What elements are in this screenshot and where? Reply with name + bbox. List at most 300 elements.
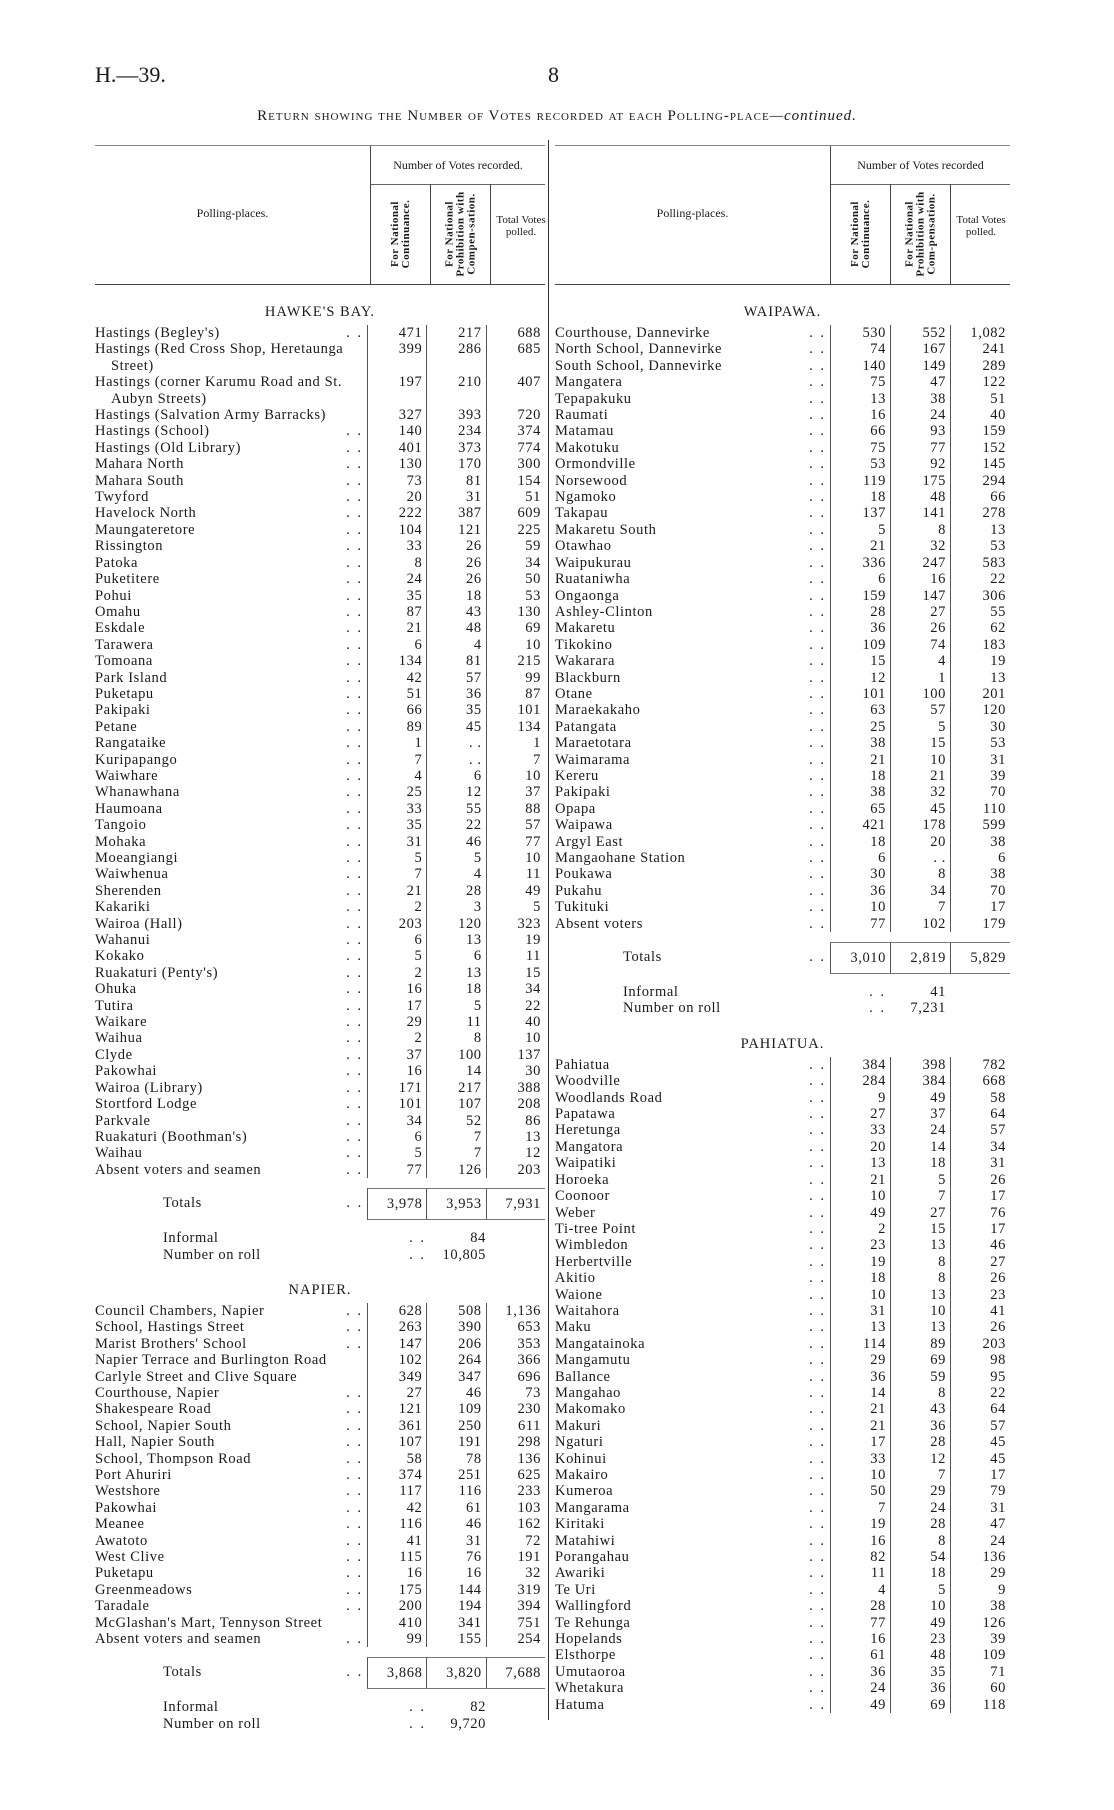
- prohibition-votes: 10: [890, 752, 950, 768]
- prohibition-votes: 13: [890, 1287, 950, 1303]
- continuance-votes: 21: [830, 1401, 890, 1417]
- continuance-votes: 13: [830, 1319, 890, 1335]
- place-name-text: Whanawhana: [95, 784, 180, 801]
- dot-leader: . .: [809, 866, 826, 883]
- place-name: [555, 1073, 830, 1089]
- place-name: [555, 637, 830, 653]
- informal-row-label-text: Informal: [163, 1230, 219, 1247]
- header-col3-label: Total Votes polled.: [496, 214, 546, 238]
- continuance-votes: 130: [367, 456, 426, 472]
- place-name: [95, 1615, 367, 1631]
- place-name: [95, 456, 367, 472]
- continuance-votes: 471: [367, 325, 426, 341]
- prohibition-votes: 373: [426, 440, 485, 456]
- table-row: [95, 489, 545, 505]
- place-name-text: Makomako: [555, 1401, 626, 1418]
- place-name: [555, 1122, 830, 1138]
- total-votes: 126: [950, 1615, 1010, 1631]
- total-votes: 79: [950, 1483, 1010, 1499]
- total-votes: 59: [486, 538, 545, 554]
- place-name-text: Sherenden: [95, 882, 162, 899]
- place-name: [555, 1369, 830, 1385]
- table-row: [555, 456, 1010, 472]
- table-row: [555, 1598, 1010, 1614]
- continuance-votes: 263: [367, 1319, 426, 1335]
- table-row: [95, 1047, 545, 1063]
- place-name-text: Wairoa (Hall): [95, 915, 183, 932]
- place-name: [555, 1336, 830, 1352]
- prohibition-votes: 28: [890, 1434, 950, 1450]
- place-name: [555, 1483, 830, 1499]
- continuance-votes: 159: [830, 588, 890, 604]
- place-name-text: Hall, Napier South: [95, 1434, 215, 1451]
- total-votes: 1,082: [950, 325, 1010, 341]
- total-votes: 306: [950, 588, 1010, 604]
- prohibition-votes: 7: [426, 1145, 485, 1161]
- prohibition-votes: . .: [426, 735, 485, 751]
- continuance-votes: 58: [367, 1451, 426, 1467]
- table-row: [555, 719, 1010, 735]
- prohibition-votes: 100: [426, 1047, 485, 1063]
- dot-leader: . .: [346, 1096, 364, 1113]
- table-row: [555, 1073, 1010, 1089]
- continuance-votes: 87: [367, 604, 426, 620]
- dot-leader: . .: [809, 1122, 826, 1139]
- place-name: [555, 1303, 830, 1319]
- prohibition-votes: 100: [890, 686, 950, 702]
- prohibition-votes: 390: [426, 1319, 485, 1335]
- place-name-text: Courthouse, Dannevirke: [555, 325, 710, 341]
- table-row: [95, 686, 545, 702]
- total-votes: 407: [486, 374, 545, 407]
- place-name-text: Elsthorpe: [555, 1647, 616, 1664]
- continuance-votes: 14: [830, 1385, 890, 1401]
- continuance-votes: 121: [367, 1401, 426, 1417]
- total-votes: 374: [486, 423, 545, 439]
- table-row: [95, 752, 545, 768]
- place-name: [95, 1631, 367, 1647]
- totals-value: 5,829: [950, 942, 1010, 974]
- place-name-text: Taradale: [95, 1598, 150, 1615]
- prohibition-votes: 24: [890, 1122, 950, 1138]
- continuance-votes: 29: [830, 1352, 890, 1368]
- place-name-text: Raumati: [555, 407, 609, 424]
- continuance-votes: 349: [367, 1369, 426, 1385]
- place-name-text: Tomoana: [95, 653, 153, 670]
- number-on-roll-row-value: 7,231: [910, 1000, 946, 1017]
- continuance-votes: 66: [830, 423, 890, 439]
- prohibition-votes: . .: [426, 752, 485, 768]
- total-votes: 31: [950, 1155, 1010, 1171]
- right-table: [555, 145, 1010, 1713]
- continuance-votes: 10: [830, 1467, 890, 1483]
- table-row: [95, 604, 545, 620]
- place-name: [555, 391, 830, 407]
- place-name: [95, 1582, 367, 1598]
- table-row: [555, 1155, 1010, 1171]
- dot-leader: . .: [346, 718, 364, 735]
- total-votes: 208: [486, 1096, 545, 1112]
- total-votes: 233: [486, 1483, 545, 1499]
- table-row: [95, 1483, 545, 1499]
- prohibition-votes: 251: [426, 1467, 485, 1483]
- table-row: [555, 1237, 1010, 1253]
- total-votes: 40: [950, 407, 1010, 423]
- dot-leader: . .: [809, 1647, 826, 1664]
- table-row: [555, 1418, 1010, 1434]
- dot-leader: . .: [809, 1073, 826, 1090]
- table-row: [555, 505, 1010, 521]
- place-name: [555, 1057, 830, 1073]
- dot-leader: . .: [809, 1532, 826, 1549]
- table-row: [95, 998, 545, 1014]
- place-name: [95, 1483, 367, 1499]
- prohibition-votes: 29: [890, 1483, 950, 1499]
- place-name-text: Puketapu: [95, 685, 154, 702]
- place-name: [95, 981, 367, 997]
- total-votes: 64: [950, 1401, 1010, 1417]
- place-name-text: Awariki: [555, 1565, 606, 1582]
- dot-leader: . .: [346, 1499, 364, 1516]
- dot-leader: . .: [809, 735, 826, 752]
- dot-leader: . .: [346, 1145, 364, 1162]
- total-votes: 774: [486, 440, 545, 456]
- table-row: [95, 1401, 545, 1417]
- continuance-votes: 33: [367, 538, 426, 554]
- continuance-votes: 73: [367, 473, 426, 489]
- continuance-votes: 25: [367, 784, 426, 800]
- prohibition-votes: 170: [426, 456, 485, 472]
- place-name-text: Absent voters: [555, 915, 643, 932]
- table-row: [95, 1631, 545, 1647]
- table-row: [95, 899, 545, 915]
- total-votes: 130: [486, 604, 545, 620]
- dot-leader: . .: [346, 833, 364, 850]
- total-votes: 70: [950, 883, 1010, 899]
- place-name: [95, 670, 367, 686]
- dot-leader: . .: [809, 751, 826, 768]
- continuance-votes: 2: [367, 899, 426, 915]
- total-votes: 87: [486, 686, 545, 702]
- total-votes: 145: [950, 456, 1010, 472]
- number-on-roll-row-value: 9,720: [450, 1715, 486, 1732]
- total-votes: 72: [486, 1533, 545, 1549]
- total-votes: 7: [486, 752, 545, 768]
- prohibition-votes: 26: [890, 620, 950, 636]
- table-row: [555, 1647, 1010, 1663]
- place-name: [555, 866, 830, 882]
- prohibition-votes: 149: [890, 358, 950, 374]
- place-name: [95, 1319, 367, 1335]
- continuance-votes: 61: [830, 1647, 890, 1663]
- totals-row: [555, 942, 1010, 974]
- place-name-text: Mahara North: [95, 456, 184, 473]
- table-row: [95, 1319, 545, 1335]
- table-row: [95, 423, 545, 439]
- continuance-votes: 6: [830, 571, 890, 587]
- header-col1-label: For National Continuance.: [389, 199, 412, 269]
- prohibition-votes: . .: [890, 850, 950, 866]
- dot-leader: . .: [809, 423, 826, 440]
- table-row: [555, 391, 1010, 407]
- place-name-text: Mahara South: [95, 472, 184, 489]
- dot-leader: . .: [809, 1368, 826, 1385]
- dot-leader: . .: [346, 1664, 364, 1681]
- place-name-text: Whetakura: [555, 1680, 625, 1697]
- continuance-votes: 9: [830, 1090, 890, 1106]
- prohibition-votes: 120: [426, 916, 485, 932]
- prohibition-votes: 286: [426, 341, 485, 374]
- total-votes: 38: [950, 866, 1010, 882]
- table-row: [555, 440, 1010, 456]
- place-name-text: Waiwhenua: [95, 866, 169, 883]
- table-row: [555, 538, 1010, 554]
- table-row: [95, 883, 545, 899]
- place-name-text: Papatawa: [555, 1106, 616, 1123]
- continuance-votes: 116: [367, 1516, 426, 1532]
- table-row: [95, 1434, 545, 1450]
- total-votes: 319: [486, 1582, 545, 1598]
- table-row: [555, 571, 1010, 587]
- prohibition-votes: 92: [890, 456, 950, 472]
- number-on-roll-row-label: [555, 1000, 890, 1016]
- table-row: [95, 702, 545, 718]
- total-votes: 103: [486, 1500, 545, 1516]
- number-on-roll-row-label-text: Number on roll: [163, 1246, 261, 1263]
- place-name-text: Makotuku: [555, 439, 620, 456]
- header-col2-label: For National Prohibition with Compen-sation.: [443, 191, 478, 277]
- total-votes: 69: [486, 620, 545, 636]
- totals-row: [95, 1657, 545, 1689]
- dot-leader: . .: [809, 1581, 826, 1598]
- total-votes: 101: [486, 702, 545, 718]
- table-row: [555, 604, 1010, 620]
- continuance-votes: 16: [367, 1063, 426, 1079]
- dot-leader: . .: [809, 407, 826, 424]
- dot-leader: . .: [809, 1352, 826, 1369]
- place-name-text: Te Rehunga: [555, 1614, 631, 1631]
- place-name: [555, 1385, 830, 1401]
- page-title: [0, 108, 1114, 125]
- dot-leader: . .: [809, 1516, 826, 1533]
- place-name-text: Hastings (Begley's): [95, 325, 220, 341]
- place-name: [95, 1129, 367, 1145]
- prohibition-votes: 264: [426, 1352, 485, 1368]
- place-name-text: Pakipaki: [95, 702, 151, 719]
- table-row: [95, 916, 545, 932]
- total-votes: 13: [486, 1129, 545, 1145]
- prohibition-votes: 74: [890, 637, 950, 653]
- total-votes: 39: [950, 768, 1010, 784]
- dot-leader: . .: [346, 866, 364, 883]
- place-name-text: Hopelands: [555, 1631, 623, 1648]
- dot-leader: . .: [346, 882, 364, 899]
- place-name-text: Maku: [555, 1319, 592, 1336]
- page-number: 8: [548, 62, 559, 87]
- total-votes: 17: [950, 899, 1010, 915]
- continuance-votes: 2: [367, 1030, 426, 1046]
- place-name-text: Pohui: [95, 587, 132, 604]
- continuance-votes: 140: [830, 358, 890, 374]
- totals-label-text: Totals: [163, 1664, 202, 1681]
- table-row: [555, 916, 1010, 932]
- dot-leader: . .: [809, 882, 826, 899]
- place-name: [95, 817, 367, 833]
- dot-leader: . .: [346, 932, 364, 949]
- district-section: [555, 1035, 1010, 1713]
- dot-leader: . .: [346, 767, 364, 784]
- continuance-votes: 327: [367, 407, 426, 423]
- prohibition-votes: 78: [426, 1451, 485, 1467]
- prohibition-votes: 81: [426, 473, 485, 489]
- place-name: [555, 1451, 830, 1467]
- place-name: [555, 440, 830, 456]
- totals-value: 7,688: [486, 1657, 545, 1689]
- place-name: [555, 1664, 830, 1680]
- dot-leader: . .: [809, 1319, 826, 1336]
- prohibition-votes: 81: [426, 653, 485, 669]
- table-row: [555, 1303, 1010, 1319]
- continuance-votes: 75: [830, 374, 890, 390]
- prohibition-votes: 20: [890, 834, 950, 850]
- total-votes: 685: [486, 341, 545, 374]
- table-row: [555, 325, 1010, 341]
- place-name: [555, 883, 830, 899]
- table-row: [555, 866, 1010, 882]
- prohibition-votes: 141: [890, 505, 950, 521]
- district-section: [95, 1281, 545, 1732]
- prohibition-votes: 37: [890, 1106, 950, 1122]
- table-row: [95, 1582, 545, 1598]
- dot-leader: . .: [809, 1253, 826, 1270]
- table-row: [95, 768, 545, 784]
- header-polling-places: Polling-places.: [196, 206, 269, 220]
- continuance-votes: 104: [367, 522, 426, 538]
- continuance-votes: 18: [830, 834, 890, 850]
- header-col3: [490, 184, 551, 284]
- table-header: [95, 145, 545, 285]
- total-votes: 11: [486, 948, 545, 964]
- total-votes: 24: [950, 1533, 1010, 1549]
- place-name: [555, 456, 830, 472]
- place-name-text: Horoeka: [555, 1171, 610, 1188]
- column-divider: [548, 140, 549, 1720]
- place-name: [555, 1697, 830, 1713]
- continuance-votes: 410: [367, 1615, 426, 1631]
- prohibition-votes: 36: [426, 686, 485, 702]
- table-row: [95, 735, 545, 751]
- prohibition-votes: 28: [890, 1516, 950, 1532]
- table-row: [95, 932, 545, 948]
- totals-label: [555, 942, 830, 974]
- continuance-votes: 25: [830, 719, 890, 735]
- prohibition-votes: 26: [426, 538, 485, 554]
- dot-leader: . .: [346, 1302, 364, 1319]
- continuance-votes: 49: [830, 1205, 890, 1221]
- total-votes: 22: [950, 571, 1010, 587]
- prohibition-votes: 54: [890, 1549, 950, 1565]
- table-row: [95, 801, 545, 817]
- place-name-text: Kiritaki: [555, 1516, 605, 1533]
- total-votes: 162: [486, 1516, 545, 1532]
- continuance-votes: 41: [367, 1533, 426, 1549]
- continuance-votes: 4: [830, 1582, 890, 1598]
- dot-leader: . .: [809, 357, 826, 374]
- prohibition-votes: 116: [426, 1483, 485, 1499]
- number-on-roll-row-label: [95, 1716, 430, 1732]
- place-name: [555, 1205, 830, 1221]
- total-votes: 289: [950, 358, 1010, 374]
- continuance-votes: 82: [830, 1549, 890, 1565]
- continuance-votes: 18: [830, 1270, 890, 1286]
- place-name-text: Waitahora: [555, 1302, 620, 1319]
- prohibition-votes: 48: [890, 1647, 950, 1663]
- continuance-votes: 36: [830, 883, 890, 899]
- dot-leader: . .: [809, 702, 826, 719]
- total-votes: 13: [950, 522, 1010, 538]
- totals-value: 3,953: [426, 1188, 485, 1220]
- place-name-text: Pakowhai: [95, 1499, 157, 1516]
- continuance-votes: 19: [830, 1516, 890, 1532]
- place-name-text: Moeangiangi: [95, 850, 179, 866]
- dot-leader: . .: [809, 489, 826, 506]
- place-name-text: Puketapu: [95, 1565, 154, 1582]
- dot-leader: . .: [346, 1030, 364, 1047]
- table-row: [555, 1516, 1010, 1532]
- district-title: PAHIATUA.: [740, 1035, 825, 1052]
- prohibition-votes: 552: [890, 325, 950, 341]
- continuance-votes: 19: [830, 1254, 890, 1270]
- continuance-votes: 115: [367, 1549, 426, 1565]
- dot-leader: . .: [809, 767, 826, 784]
- place-name-text: Weber: [555, 1204, 596, 1221]
- continuance-votes: 4: [367, 768, 426, 784]
- place-name-text: Napier Terrace and Burlington Road: [95, 1352, 327, 1369]
- dot-leader: . .: [809, 1056, 826, 1073]
- dot-leader: . .: [346, 554, 364, 571]
- number-on-roll-row-label-text: Number on roll: [623, 1000, 721, 1017]
- continuance-votes: 33: [367, 801, 426, 817]
- prohibition-votes: 155: [426, 1631, 485, 1647]
- continuance-votes: 21: [830, 1172, 890, 1188]
- place-name: [95, 341, 367, 374]
- table-row: [95, 1145, 545, 1161]
- total-votes: 191: [486, 1549, 545, 1565]
- table-row: [555, 1434, 1010, 1450]
- place-name-text: Pahiatua: [555, 1056, 610, 1073]
- continuance-votes: 6: [367, 932, 426, 948]
- table-row: [95, 1063, 545, 1079]
- total-votes: 1,136: [486, 1303, 545, 1319]
- continuance-votes: 42: [367, 670, 426, 686]
- continuance-votes: 336: [830, 555, 890, 571]
- dot-leader: . .: [346, 1195, 364, 1212]
- table-row: [95, 1014, 545, 1030]
- dot-leader: . .: [809, 1401, 826, 1418]
- total-votes: 77: [486, 834, 545, 850]
- place-name-text: Omahu: [95, 603, 141, 620]
- dot-leader: . .: [346, 1128, 364, 1145]
- dot-leader: . .: [346, 1565, 364, 1582]
- total-votes: 183: [950, 637, 1010, 653]
- continuance-votes: 107: [367, 1434, 426, 1450]
- prohibition-votes: 13: [890, 1237, 950, 1253]
- continuance-votes: 5: [367, 948, 426, 964]
- table-row: [555, 670, 1010, 686]
- table-row: [95, 588, 545, 604]
- prohibition-votes: 144: [426, 1582, 485, 1598]
- number-on-roll-row: [555, 1000, 1010, 1016]
